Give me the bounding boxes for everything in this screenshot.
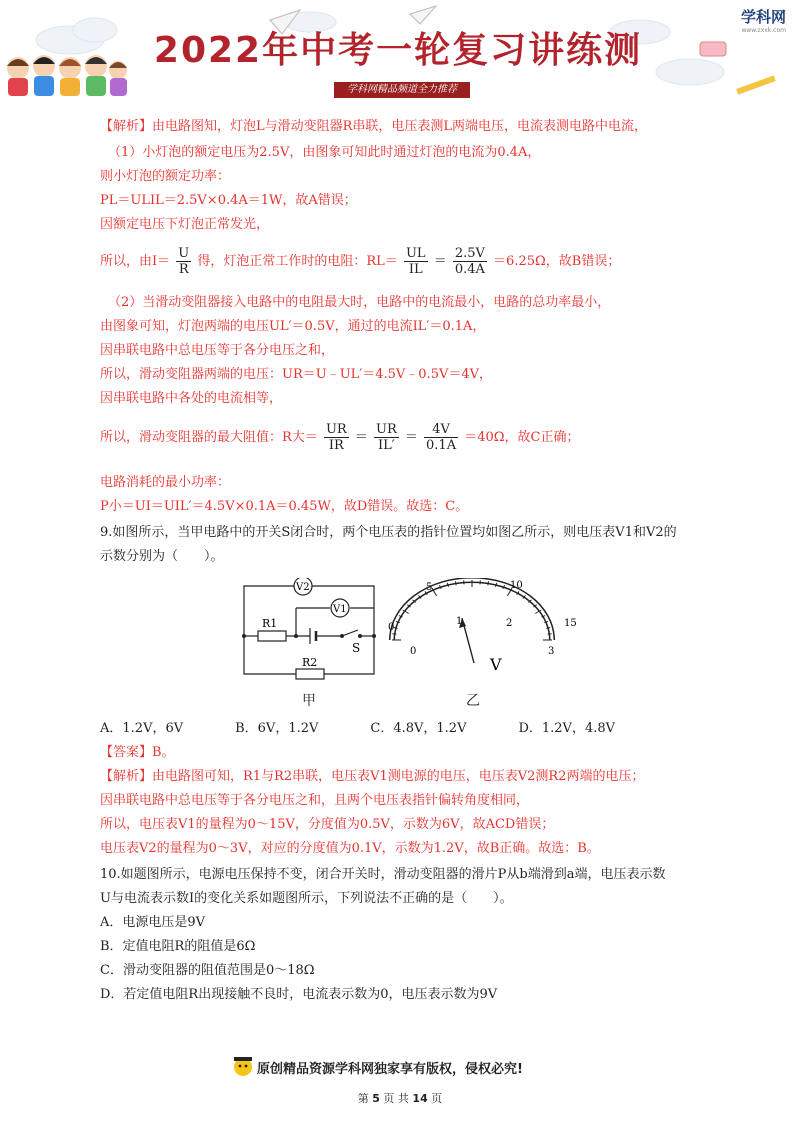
fraction-denominator: IL [408, 262, 423, 277]
copyright-text: 原创精品资源学科网独家享有版权，侵权必究! [257, 1062, 523, 1077]
copyright-banner [230, 1054, 590, 1080]
scale-top-15: 15 [564, 618, 577, 629]
formula-text: ＝ [354, 430, 368, 445]
analysis-line-5: 因额定电压下灯泡正常发光， [100, 217, 270, 232]
question-9-figure [230, 578, 610, 708]
fraction-numerator: U [178, 246, 190, 261]
v1-label: V1 [333, 604, 347, 615]
analysis-line-11: 因串联电路中各处的电流相等， [100, 391, 283, 406]
analysis-line-7: （2）当滑动变阻器接入电路中的电阻最大时，电路中的电流最小，电路的总功率最小， [108, 295, 611, 310]
scale-top-5: 5 [426, 582, 433, 593]
brand-url: www.zxxk.com [741, 27, 786, 34]
question-9-options: A．1.2V，6V B．6V，1.2V C．4.8V，1.2V D．1.2V，4.8V [100, 721, 616, 736]
fraction [453, 246, 487, 277]
question-9-analysis-2: 因串联电路中总电压等于各分电压之和，且两个电压表指针偏转角度相同， [100, 793, 530, 808]
analysis-formula-1 [100, 240, 620, 284]
page-header [0, 0, 800, 108]
page-prefix: 第 [357, 1092, 369, 1105]
brand-logo [741, 6, 786, 34]
question-9-analysis-3: 所以，电压表V1的量程为0～15V，分度值为0.5V，示数为6V，故ACD错误； [100, 817, 555, 832]
page-current: 5 [372, 1092, 380, 1105]
scale-bottom-1: 1 [456, 616, 463, 627]
circuit-diagram [230, 578, 610, 688]
fraction [424, 422, 458, 453]
formula-text: ＝ [433, 254, 447, 269]
question-10-option-c: C．滑动变阻器的阻值范围是0～18Ω [100, 963, 315, 978]
formula-text: ＝ [404, 430, 418, 445]
question-10-stem-2: U与电流表示数I的变化关系如题图所示，下列说法不正确的是（ ）。 [100, 891, 513, 906]
page-mid: 页 共 [383, 1092, 409, 1105]
page-suffix: 页 [431, 1092, 443, 1105]
question-10-option-d: D．若定值电阻R出现接触不良时，电流表示数为0，电压表示数为9V [100, 987, 498, 1002]
fraction-numerator: UR [325, 422, 347, 437]
question-10-stem-1: 10.如题图所示，电源电压保持不变，闭合开关时，滑动变阻器的滑片P从b端滑到a端，电压表示数 [100, 867, 666, 882]
analysis-formula-2 [100, 414, 580, 462]
analysis-line-2: （1）小灯泡的额定电压为2.5V，由图象可知此时通过灯泡的电流为0.4A， [108, 145, 541, 160]
scale-bottom-0: 0 [410, 646, 417, 657]
scale-bottom-2: 2 [506, 618, 513, 629]
circuit-caption: 甲 [302, 693, 316, 709]
fraction-numerator: 2.5V [454, 246, 485, 261]
mascot-icon [230, 1054, 256, 1080]
fraction-denominator: IL′ [377, 438, 395, 453]
v2-label: V2 [296, 582, 310, 593]
analysis-line-4: PL＝ULIL＝2.5V×0.4A＝1W，故A错误； [100, 193, 357, 208]
fraction [374, 422, 399, 453]
meter-unit: V [490, 655, 502, 674]
meter-caption: 乙 [466, 693, 480, 709]
fraction-denominator: IR [328, 438, 344, 453]
analysis-line-1: 【解析】由电路图知，灯泡L与滑动变阻器R串联，电压表测L两端电压，电流表测电路中电流， [100, 119, 648, 134]
scale-top-10: 10 [510, 580, 523, 591]
fraction-numerator: UR [375, 422, 397, 437]
fraction-denominator: 0.1A [426, 438, 457, 453]
voltmeter-dial [388, 580, 577, 674]
fraction [324, 422, 349, 453]
fraction-denominator: 0.4A [454, 262, 485, 277]
analysis-line-10: 所以，滑动变阻器两端的电压：UR＝U﹣UL′＝4.5V﹣0.5V＝4V， [100, 367, 493, 382]
r1-label: R1 [262, 617, 278, 630]
analysis-line-9: 因串联电路中总电压等于各分电压之和， [100, 343, 335, 358]
fraction [404, 246, 428, 277]
scale-top-0: 0 [388, 622, 395, 633]
page-title: 2022年中考一轮复习讲练测 [153, 30, 643, 71]
kids-illustration [0, 50, 130, 104]
formula-text: ＝6.25Ω，故B错误； [493, 254, 621, 269]
page-number [0, 1090, 800, 1106]
question-9-stem-1: 9.如图所示，当甲电路中的开关S闭合时，两个电压表的指针位置均如图乙所示，则电压表V1和V2的 [100, 525, 677, 540]
scale-bottom-3: 3 [548, 646, 555, 657]
analysis-line-8: 由图象可知，灯泡两端的电压UL′＝0.5V，通过的电流IL′＝0.1A， [100, 319, 486, 334]
fraction-denominator: R [178, 262, 189, 277]
fraction-numerator: UL [405, 246, 426, 261]
question-9-stem-2: 示数分别为（ ）。 [100, 549, 224, 564]
question-10-option-a: A．电源电压是9V [100, 915, 206, 930]
formula-text: 所以，由I＝ [100, 254, 171, 269]
brand-name: 学科网 [740, 8, 786, 26]
analysis-line-3: 则小灯泡的额定功率： [100, 169, 231, 184]
switch-label: S [352, 641, 361, 655]
formula-text: ＝40Ω，故C正确； [464, 430, 580, 445]
analysis-line-13: 电路消耗的最小功率： [100, 475, 231, 490]
analysis-line-14: P小＝UI＝UIL′＝4.5V×0.1A＝0.45W，故D错误。故选：C。 [100, 499, 469, 514]
fraction-numerator: 4V [424, 422, 458, 438]
question-10-option-b: B．定值电阻R的阻值是6Ω [100, 939, 256, 954]
page-subtitle: 学科网精品频道全力推荐 [334, 82, 470, 98]
formula-text: 所以，滑动变阻器的最大阻值：R大＝ [100, 430, 318, 445]
formula-text: 得，灯泡正常工作时的电阻：RL＝ [197, 254, 398, 269]
question-9-analysis-1: 【解析】由电路图可知，R1与R2串联，电压表V1测电源的电压，电压表V2测R2两端的电压； [100, 769, 645, 784]
r2-label: R2 [302, 656, 318, 669]
question-9-answer: 【答案】B。 [100, 745, 175, 760]
page-total: 14 [412, 1092, 428, 1105]
fraction [176, 246, 191, 277]
question-9-analysis-4: 电压表V2的量程为0～3V，对应的分度值为0.1V，示数为1.2V，故B正确。故选：B。 [100, 841, 600, 856]
